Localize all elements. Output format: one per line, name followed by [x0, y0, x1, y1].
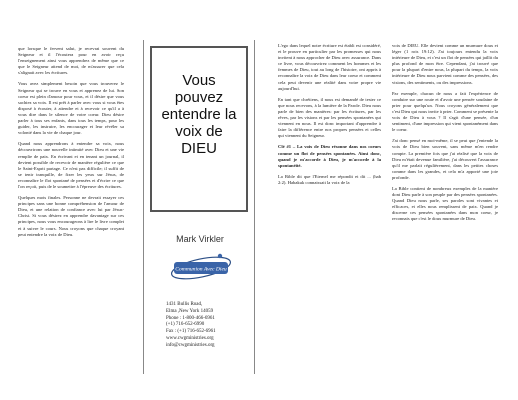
contact-address — [166, 302, 246, 350]
key-statement — [278, 144, 381, 168]
website-link[interactable]: www.cwgministries.org — [166, 335, 214, 341]
phone-line: (+1) 716-652-6990 — [166, 322, 205, 328]
title-box — [150, 46, 248, 212]
left-paragraph: Quelques mots finales. Personne ne devrait essayer ces principes sans une bonne compréhension de l'amour de Dieu, et une relation de confiance avec lui par Jésus-Christ. Si vous désirez en apprendre davantage sur ces principes, nous vous encourageons à lire le livre complet et à suivre le cours. Nous croyons que chaque croyant peut entendre la voix de Dieu. — [18, 195, 124, 237]
logo-text: Communion Avec Dieu — [175, 266, 227, 273]
right-paragraph: L'ego dans lequel notre écriture est établi est considéré, et le prouve en particulier par les promesses qui nous invitent à nous approcher de Dieu avec assurance. Dans ce livre, vous découvrirez comment les hommes et les femmes de Dieu, tout au long de l'histoire, ont appris à reconnaître la voix de Dieu dans leur coeur et comment cela peut devenir une réalité dans votre propre vie aujourd'hui. — [278, 43, 381, 91]
left-paragraph: Vous avez simplement besoin que vous trouverez le Seigneur qui se trouve en vous et apprenez de lui. Son coeur est plein d'amour pour vous, et il désire que vous sachiez sa voix. Il est prêt à parler avec vous si vous êtes disposé à écouter, à attendre et à recevoir ce qu'il a à vous dire dans le silence de votre coeur. Dieu désire parler à tous ses enfants, dans tous les temps, pour les guider, les instruire, les encourager et leur révéler sa volonté dans la vie de chaque jour. — [18, 81, 124, 136]
ministry-logo — [170, 250, 232, 286]
cover-title — [161, 72, 236, 157]
right-paragraph: La Bible contient de nombreux exemples de la manière dont Dieu parle à son peuple par des pensées spontanées. Quand Dieu nous parle, ses paroles sont vivantes et efficaces, et elles nous remplissent de paix. Quand je discerne ces pensées spontanées dans mon coeur, je reconnais que c'est le doux murmure de Dieu. — [392, 185, 498, 222]
cover-title-line: entendre la — [161, 106, 237, 123]
left-text-column — [18, 0, 124, 400]
email-link[interactable]: info@cwgministries.org — [166, 342, 215, 348]
logo-dot — [218, 254, 222, 258]
key-statement-text: Clé #1 – La voix de Dieu résonne dans nos coeurs comme un flot de pensées spontanées. Ainsi donc, quand je m'accorde à Dieu, je m'accorde à la spontanéité. — [278, 144, 381, 168]
right-paragraph: En tant que chrétiens, il nous est demandé de tester ce que nous recevons, à la lumière de la Parole. Dieu nous parle de bien des manières: par les écritures, par les rêves, par les visions et par les pensées spontanées qui viennent en nous. Il est donc important d'apprendre à faire la différence entre nos propres pensées et celles qui viennent du Seigneur. — [278, 96, 381, 139]
right-paragraph: voix de DIEU. Elle devient comme un murmure doux et léger (1 rois 19:12). J'ai toujours entendu la voix intérieure de Dieu, et c'est un flot de pensées qui jaillit du plus profond de mon être. Cependant, j'ai trouvé que pour la plupart d'entre nous, la plupart du temps, la voix intérieure de Dieu nous parvient comme des pensées, des visions, des sentiments, ou des impressions. — [392, 43, 498, 85]
address-line: Elma ,New York 14059 — [166, 308, 214, 314]
cover-title-line: voix de — [175, 123, 223, 140]
left-paragraph: que lorsque le fervent salut, je recevrai souvent du Seigneur et il l'écoutera pour en avoir reçu l'enseignement ainsi vous apprendrez de même que ce que le Seigneur attend de moi, de m'assurer que cela s'alignait avec les écritures. — [18, 46, 124, 76]
cover-panel — [143, 40, 255, 374]
right-paragraph: La Bible dit que l'Eternel me répondit et dit ... (hab 2:2). Habakuk connaissait la voix de la — [278, 173, 381, 185]
fax-line: Fax : (+1) 716-652-6961 — [166, 329, 216, 335]
right-paragraph: J'ai donc pensé en moi-même, il se peut que j'entende la voix de Dieu bien souvent, sans même m'en rendre compte. La première fois que j'ai réalisé que la voix de Dieu m'était devenue familière, j'ai découvert l'assurance qu'il me parlait régulièrement, dans les petites choses comme dans les grandes, et cela m'a apporté une joie profonde. — [392, 138, 498, 180]
right-text-column-a — [278, 0, 381, 400]
cover-title-line: pouvez — [174, 89, 224, 106]
right-text-column-b — [392, 0, 498, 400]
cover-title-line: DIEU — [181, 140, 217, 157]
left-paragraph: Quand nous apprendrons à entendre sa voix, nous découvrirons une nouvelle intimité avec Dieu et une vie remplie de paix. En écrivant et en tenant un journal, il devient possible de recevoir de manière régulière ce que le Saint-Esprit partage. Ce n'est pas difficile; il suffit de se tenir tranquille, de fixer les yeux sur Jésus, de reconnaître le flot spontané de pensées et d'écrire ce que l'on reçoit, puis de le soumettre à l'épreuve des écritures. — [18, 141, 124, 189]
author-name: Mark Virkler — [176, 234, 224, 244]
right-paragraph: Par exemple, chacun de nous a fait l'expérience de conduire sur une route et d'avoir une pensée soudaine de prier pour quelqu'un. Nous croyons généralement que c'est Dieu qui nous invite à prier. Comment se présente la voix de Dieu à vous ? Il s'agit d'une pensée, d'un sentiment, d'une impression qui vient spontanément dans le coeur. — [392, 90, 498, 133]
cover-title-line: Vous — [182, 72, 216, 89]
phone-line: Phone : 1-800-466-6961 — [166, 315, 215, 321]
address-line: 1431 Bullis Road, — [166, 302, 203, 307]
